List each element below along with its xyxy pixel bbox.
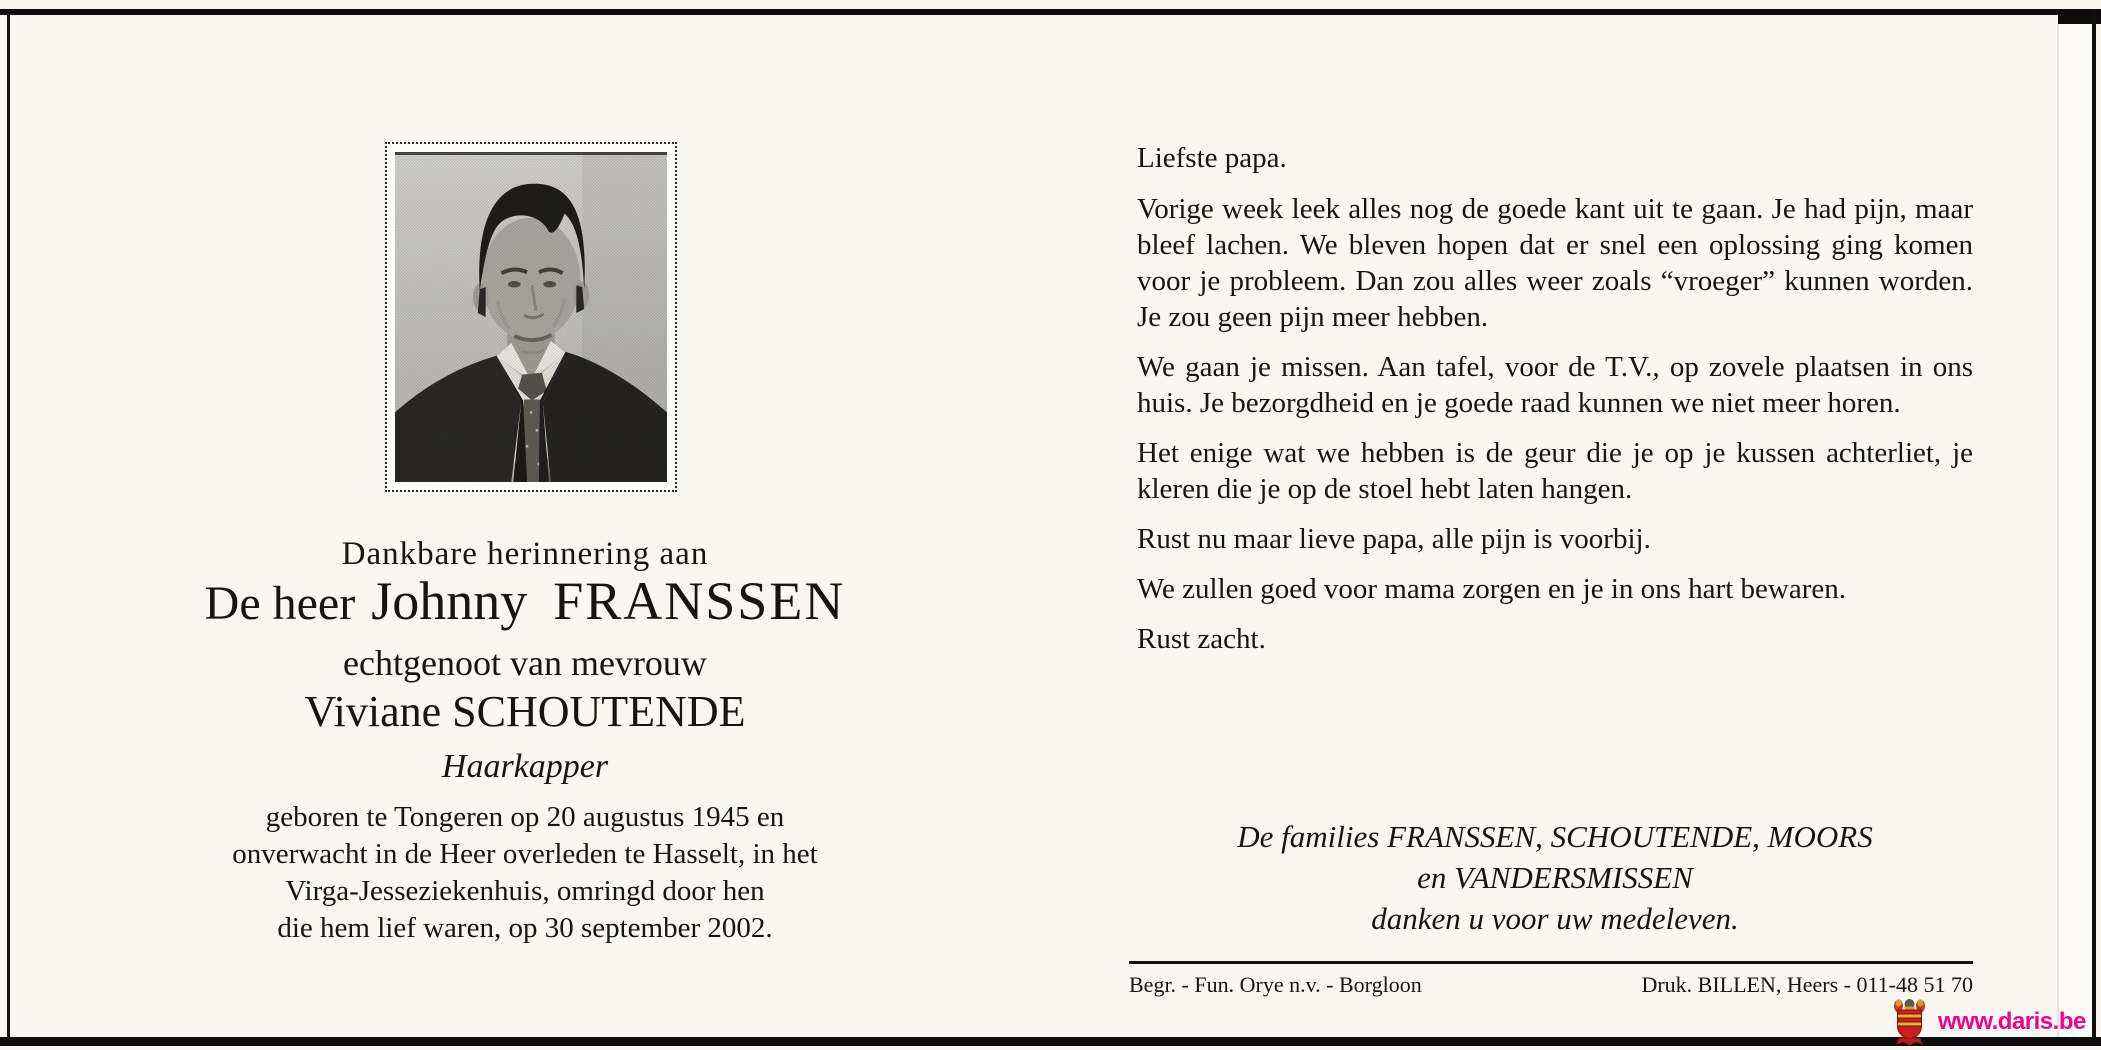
memorial-intro: Dankbare herinnering aan xyxy=(341,536,709,572)
life-line: geboren te Tongeren op 20 augustus 1945 en xyxy=(265,801,785,833)
acknowledgement-line: en VANDERSMISSEN xyxy=(1417,860,1693,895)
letter-paragraph: Rust zacht. xyxy=(1137,623,1266,655)
letter-paragraph: Het enige wat we hebben is de geur die je op je kussen achterliet, je kleren die je op de stoel hebt laten hangen. xyxy=(1137,437,1973,505)
watermark-text: www.daris.be xyxy=(1938,1008,2086,1035)
letter-paragraph: Vorige week leek alles nog de goede kant uit te gaan. Je had pijn, maar bleef lachen. We bleven hopen dat er snel een oplossing ging komen voor je probleem. Dan zou alles weer zoals “vroeger” kunnen worden. Je zou geen pijn meer hebben. xyxy=(1137,193,1973,333)
life-dates-block xyxy=(100,799,950,947)
deceased-last-name: FRANSSEN xyxy=(553,571,846,631)
funeral-home-credit: Begr. - Fun. Orye n.v. - Borgloon xyxy=(1129,972,1422,997)
portrait-photo xyxy=(385,142,677,492)
letter-paragraph: Rust nu maar lieve papa, alle pijn is voorbij. xyxy=(1137,523,1651,555)
letter-paragraph: We zullen goed voor mama zorgen en je in ons hart bewaren. xyxy=(1137,573,1846,605)
spouse-intro: echtgenoot van mevrouw xyxy=(343,643,707,683)
life-line: Virga-Jesseziekenhuis, omringd door hen xyxy=(285,875,765,907)
life-line: onverwacht in de Heer overleden te Hasselt, in het xyxy=(232,838,818,870)
acknowledgement-line: danken u voor uw medeleven. xyxy=(1371,901,1739,936)
deceased-first-name: Johnny xyxy=(371,571,528,631)
deceased-name xyxy=(100,570,950,632)
farewell-letter xyxy=(1137,140,1973,657)
scan-right-margin xyxy=(2060,24,2092,1037)
letter-salutation: Liefste papa. xyxy=(1137,142,1287,174)
deceased-honorific: De heer xyxy=(204,577,356,630)
scan-border-bottom xyxy=(0,1037,2101,1046)
portrait-photo-image xyxy=(395,152,667,482)
card-right-edge xyxy=(2057,24,2059,1037)
spouse-name: Viviane SCHOUTENDE xyxy=(304,687,746,736)
scan-border-left xyxy=(7,9,10,1037)
scan-border-right xyxy=(2092,9,2096,1037)
coat-of-arms-icon xyxy=(1891,996,1928,1046)
printer-credit: Druk. BILLEN, Heers - 011-48 51 70 xyxy=(1641,972,1973,997)
profession: Haarkapper xyxy=(441,748,609,785)
family-acknowledgement xyxy=(1137,816,1973,939)
card-footer xyxy=(1129,961,1973,998)
scan-border-top xyxy=(0,9,2101,15)
daris-watermark xyxy=(1891,996,2086,1046)
acknowledgement-line: De families FRANSSEN, SCHOUTENDE, MOORS xyxy=(1237,819,1873,854)
life-line: die hem lief waren, op 30 september 2002. xyxy=(277,912,773,944)
letter-paragraph: We gaan je missen. Aan tafel, voor de T.V., op zovele plaatsen in ons huis. Je bezorgdheid en je goede raad kunnen we niet meer horen. xyxy=(1137,351,1973,419)
